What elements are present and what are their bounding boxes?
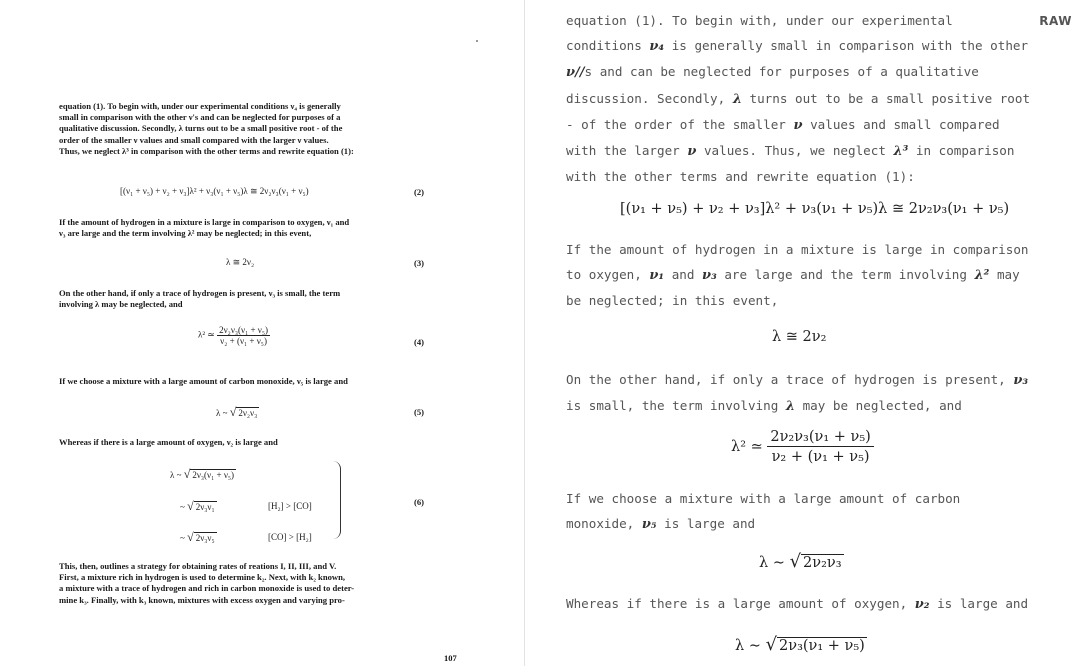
text-line: a mixture with a trace of hydrogen and rich in carbon monoxide is used to deter- xyxy=(59,583,355,594)
text-line xyxy=(566,262,1036,288)
right-paragraph-1 xyxy=(566,8,1036,189)
text-run: with the other terms and rewrite equation (1): xyxy=(566,169,915,185)
left-equation-2: [(ν₁ + ν₅) + ν₂ + ν₃]λ² + ν₃(ν₁ + ν₅)λ ≅ 2ν₂ν₃(ν₁ + ν₅) xyxy=(120,186,309,196)
scan-speck xyxy=(476,40,478,42)
text-line xyxy=(566,393,1036,419)
right-eq5-radicand: 2ν₂ν₃ xyxy=(803,555,842,571)
right-paragraph-5 xyxy=(566,591,1036,617)
text-run: is generally small in comparison with the other xyxy=(664,38,1029,54)
sqrt-symbol: √ xyxy=(789,551,802,572)
sqrt-symbol: √ xyxy=(229,405,237,419)
inline-math: λ xyxy=(785,399,796,415)
text-line: First, a mixture rich in hydrogen is used to determine k₂. Next, with k₂ known, xyxy=(59,572,346,583)
inline-math: ν₄ xyxy=(649,39,665,55)
left-equation-3: λ ≅ 2ν₂ xyxy=(226,257,255,267)
text-run: If we choose a mixture with a large amount of carbon xyxy=(566,491,961,506)
text-line xyxy=(566,237,1036,262)
text-line xyxy=(566,591,1036,617)
right-paragraph-2 xyxy=(566,237,1036,314)
inline-math: λ xyxy=(732,91,742,107)
inline-math: ν// xyxy=(566,65,585,81)
right-paragraph-4 xyxy=(566,486,1036,537)
left-eq6b-condition: [H₂] > [CO] xyxy=(268,501,312,511)
right-eq4-numerator: 2ν₂ν₃(ν₁ + ν₅) xyxy=(767,429,873,447)
left-equation-6a xyxy=(170,467,236,482)
left-eq6c-lhs: ~ xyxy=(180,533,185,543)
left-eq4-lhs: λ² ≃ xyxy=(198,329,215,340)
left-eq5-lhs: λ ~ xyxy=(216,408,228,418)
text-line: small in comparison with the other ν's and can be neglected for purposes of a xyxy=(59,112,341,123)
text-run: may xyxy=(989,267,1020,283)
left-eq6b-lhs: ~ xyxy=(180,502,185,512)
sqrt-symbol: √ xyxy=(183,467,191,481)
left-equation-4 xyxy=(198,325,270,346)
left-eq4-fraction xyxy=(217,325,270,346)
left-eq4-denominator: ν₂ + (ν₁ + ν₅) xyxy=(220,336,267,346)
text-run: conditions xyxy=(566,38,650,54)
text-run: in comparison xyxy=(908,143,1015,159)
text-run: turns out to be a small positive root xyxy=(741,90,1031,106)
left-equation-6c xyxy=(180,530,217,545)
left-eq6b-radicand: 2ν₃ν₁ xyxy=(195,502,215,512)
right-equation-6 xyxy=(735,634,867,655)
inline-math: λ³ xyxy=(893,144,909,160)
text-line xyxy=(566,59,1036,85)
text-line xyxy=(566,33,1036,59)
left-eq5-radicand: 2ν₂ν₃ xyxy=(238,408,258,418)
inline-math: ν₃ xyxy=(702,268,717,284)
left-eq4-numerator: 2ν₂ν₃(ν₁ + ν₅) xyxy=(219,325,269,335)
raw-badge[interactable]: RAW xyxy=(1039,14,1072,28)
left-equation-2-number: (2) xyxy=(414,187,425,197)
right-eq6-lhs: λ ∼ xyxy=(735,638,761,654)
text-run: is small, the term involving xyxy=(566,398,786,414)
left-equation-3-number: (3) xyxy=(414,258,425,268)
text-line xyxy=(566,8,1036,33)
sqrt-symbol: √ xyxy=(765,634,778,655)
text-run: equation (1). To begin with, under our experimental xyxy=(566,13,953,28)
right-eq4-lhs: λ² ≃ xyxy=(731,439,763,455)
left-p4-line: If we choose a mixture with a large amount of carbon monoxide, ν₅ is large and xyxy=(59,376,348,386)
text-line xyxy=(566,164,1036,189)
left-paragraph-1 xyxy=(59,101,431,157)
inline-math: ν₁ xyxy=(649,268,665,284)
left-eq6c-condition: [CO] > [H₂] xyxy=(268,532,312,542)
right-eq4-denominator: ν₂ + (ν₁ + ν₅) xyxy=(771,449,870,465)
text-run: to oxygen, xyxy=(566,267,650,283)
text-line: qualitative discussion. Secondly, λ turns out to be a small positive root - of the xyxy=(59,123,343,134)
text-run: with the larger xyxy=(566,143,688,159)
left-paragraph-6 xyxy=(59,561,431,606)
scanned-page-panel xyxy=(0,0,524,666)
left-equation-6-number: (6) xyxy=(414,497,425,507)
left-eq6a-lhs: λ ~ xyxy=(170,470,182,480)
text-line: This, then, outlines a strategy for obtaining rates of reations I, II, III, and V. xyxy=(59,561,337,571)
text-run: s and can be neglected for purposes of a qualitative xyxy=(584,64,979,80)
text-run: may be neglected, and xyxy=(795,398,962,414)
right-equation-4 xyxy=(731,429,874,465)
sqrt-symbol: √ xyxy=(187,499,194,513)
right-eq5-lhs: λ ∼ xyxy=(759,555,785,571)
inline-math: λ² xyxy=(974,268,990,284)
text-run: are large and the term involving xyxy=(716,267,975,283)
right-equation-2: [(ν₁ + ν₅) + ν₂ + ν₃]λ² + ν₃(ν₁ + ν₅)λ ≅ 2ν₂ν₃(ν₁ + ν₅) xyxy=(620,201,1010,217)
right-equation-5 xyxy=(759,551,844,572)
rendered-text-panel xyxy=(525,0,1080,666)
text-run: discussion. Secondly, xyxy=(566,90,733,106)
page-number: 107 xyxy=(444,653,457,663)
inline-math: ν₅ xyxy=(641,517,657,533)
inline-math: ν₂ xyxy=(914,597,930,612)
text-line: If the amount of hydrogen in a mixture is large in comparison to oxygen, ν₁ and xyxy=(59,217,350,227)
inline-math: ν xyxy=(687,144,697,160)
text-line xyxy=(566,112,1036,138)
text-run: Whereas if there is a large amount of oxygen, xyxy=(566,596,915,611)
text-line xyxy=(566,367,1036,393)
text-run: monoxide, xyxy=(566,516,642,532)
text-line xyxy=(566,138,1036,164)
left-paragraph-4 xyxy=(59,376,431,387)
left-eq6a-radicand: 2ν₃(ν₁ + ν₅) xyxy=(192,470,235,480)
left-paragraph-3 xyxy=(59,288,431,310)
text-line: Thus, we neglect λ³ in comparison with the other terms and rewrite equation (1): xyxy=(59,145,354,156)
right-brace xyxy=(332,461,341,539)
left-eq6c-radicand: 2ν₃ν₅ xyxy=(195,533,215,543)
text-line xyxy=(566,486,1036,511)
text-run: be neglected; in this event, xyxy=(566,293,779,309)
right-eq6-radicand: 2ν₃(ν₁ + ν₅) xyxy=(779,638,865,654)
left-equation-4-number: (4) xyxy=(414,337,425,347)
text-line: ν₃ are large and the term involving λ² may be neglected; in this event, xyxy=(59,228,312,239)
left-equation-6b xyxy=(180,499,217,514)
right-equation-3: λ ≅ 2ν₂ xyxy=(772,329,827,345)
text-line: On the other hand, if only a trace of hydrogen is present, ν₃ is small, the term xyxy=(59,288,341,298)
text-line: order of the smaller ν values and small compared with the larger ν values. xyxy=(59,134,329,145)
right-eq4-fraction xyxy=(767,429,873,465)
text-line xyxy=(566,511,1036,537)
text-line: involving λ may be neglected, and xyxy=(59,299,183,310)
text-line xyxy=(566,288,1036,313)
text-run: is large and xyxy=(656,516,756,532)
text-run: values and small compared xyxy=(802,116,1000,132)
left-equation-5 xyxy=(216,405,259,420)
left-p5-line: Whereas if there is a large amount of oxygen, ν₂ is large and xyxy=(59,437,278,447)
text-run: If the amount of hydrogen in a mixture is large in comparison xyxy=(566,242,1029,257)
sqrt-symbol: √ xyxy=(187,530,194,544)
text-line: equation (1). To begin with, under our experimental conditions ν₄ is generally xyxy=(59,101,341,111)
text-run: On the other hand, if only a trace of hydrogen is present, xyxy=(566,372,1014,387)
left-paragraph-2 xyxy=(59,217,431,239)
text-line: mine k₃. Finally, with k₃ known, mixtures with excess oxygen and varying pro- xyxy=(59,594,345,605)
text-run: - of the order of the smaller xyxy=(566,116,794,132)
left-equation-5-number: (5) xyxy=(414,407,425,417)
right-paragraph-3 xyxy=(566,367,1036,419)
text-line xyxy=(566,86,1036,112)
left-paragraph-5 xyxy=(59,437,431,448)
text-run: and xyxy=(664,267,703,283)
text-run: is large and xyxy=(929,596,1029,611)
text-run: values. Thus, we neglect xyxy=(696,143,894,159)
inline-math: ν xyxy=(793,117,803,133)
inline-math: ν₃ xyxy=(1013,373,1029,388)
